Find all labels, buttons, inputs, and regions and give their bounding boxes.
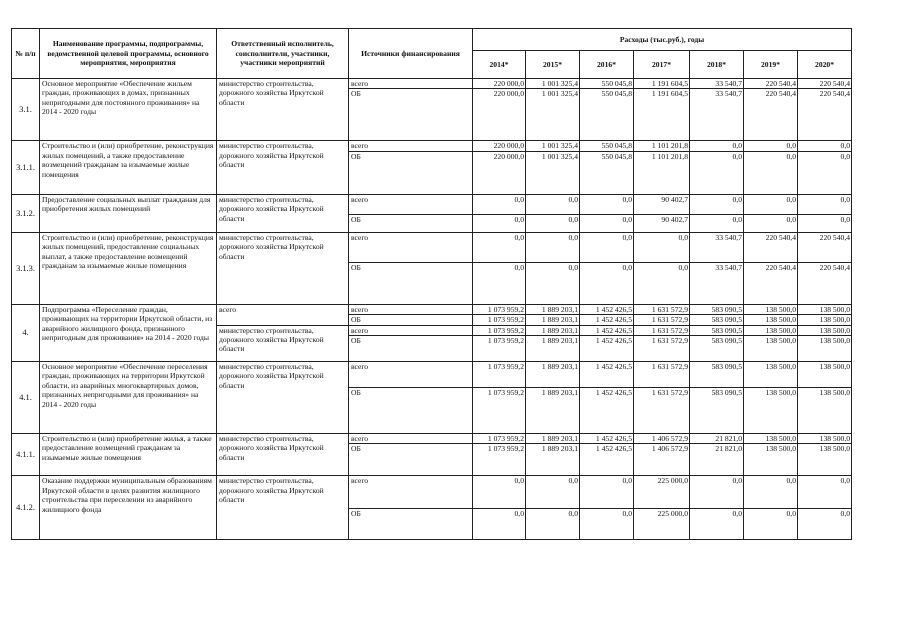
row-value: 21 821,0 <box>690 444 744 476</box>
row-number: 4.1.2. <box>12 476 40 540</box>
row-value: 0,0 <box>798 509 852 540</box>
row-value: 1 001 325,4 <box>526 141 580 151</box>
row-value: 0,0 <box>690 509 744 540</box>
row-value: 1 889 203,1 <box>526 444 580 476</box>
row-number: 4.1. <box>12 362 40 434</box>
row-executor: министерство строительства, дорожного хозяйства Иркутской области <box>217 325 349 361</box>
row-value: 1 889 203,1 <box>526 325 580 335</box>
row-value: 33 540,7 <box>690 232 744 262</box>
row-value: 1 631 572,9 <box>634 362 690 388</box>
row-name: Основное мероприятие «Обеспечение жильем граждан, проживающих в домах, признанных непригодными для постоянного проживания» на 2014 - 2020 годы <box>40 79 217 141</box>
row-value: 0,0 <box>473 509 526 540</box>
row-value: 138 500,0 <box>798 325 852 335</box>
row-value: 138 500,0 <box>744 336 798 362</box>
row-value: 0,0 <box>690 476 744 509</box>
row-executor: министерство строительства, дорожного хозяйства Иркутской области <box>217 434 349 476</box>
row-value: 1 889 203,1 <box>526 362 580 388</box>
row-value: 138 500,0 <box>744 362 798 388</box>
row-source: всего <box>349 194 473 214</box>
row-executor: министерство строительства, дорожного хозяйства Иркутской области <box>217 79 349 141</box>
row-value: 1 452 426,5 <box>580 388 634 434</box>
row-value: 1 073 959,2 <box>473 304 526 314</box>
row-source: ОБ <box>349 444 473 476</box>
table-header <box>12 29 852 79</box>
row-value: 1 452 426,5 <box>580 434 634 444</box>
table-row <box>12 362 852 388</box>
row-value: 1 191 604,5 <box>634 89 690 141</box>
row-value: 33 540,7 <box>690 89 744 141</box>
row-value: 0,0 <box>473 214 526 232</box>
table-row <box>12 79 852 89</box>
row-executor: министерство строительства, дорожного хозяйства Иркутской области <box>217 362 349 434</box>
row-value: 1 001 325,4 <box>526 79 580 89</box>
row-value: 138 500,0 <box>744 434 798 444</box>
row-value: 1 001 325,4 <box>526 89 580 141</box>
row-value: 0,0 <box>744 214 798 232</box>
row-value: 550 045,8 <box>580 151 634 194</box>
row-value: 1 073 959,2 <box>473 444 526 476</box>
row-value: 1 001 325,4 <box>526 151 580 194</box>
row-value: 220 540,4 <box>798 232 852 262</box>
row-source: всего <box>349 304 473 314</box>
row-name: Строительство и (или) приобретение жилья, а также предоставление возмещений гражданам за изымаемые жилые помещения <box>40 434 217 476</box>
row-value: 1 452 426,5 <box>580 315 634 325</box>
row-source: всего <box>349 476 473 509</box>
row-source: ОБ <box>349 388 473 434</box>
header-name: Наименование программы, подпрограммы, ведомственной целевой программы, основного мероприятия, мероприятия <box>40 29 217 79</box>
header-year: 2020* <box>798 51 852 79</box>
row-value: 1 631 572,9 <box>634 315 690 325</box>
expenses-table <box>11 28 852 540</box>
header-executor: Ответственный исполнитель, соисполнители, участники, участники мероприятий <box>217 29 349 79</box>
row-value: 0,0 <box>473 232 526 262</box>
row-value: 0,0 <box>634 232 690 262</box>
row-value: 220 000,0 <box>473 79 526 89</box>
header-year: 2018* <box>690 51 744 79</box>
row-value: 0,0 <box>473 194 526 214</box>
table-row <box>12 434 852 444</box>
row-name: Строительство и (или) приобретение, реконструкция жилых помещений, предоставление социальных выплат, а также предоставление возмещений гражданам за изымаемые жилые помещения <box>40 232 217 304</box>
row-value: 1 631 572,9 <box>634 388 690 434</box>
row-name: Подпрограмма «Переселение граждан, проживающих на территории Иркутской области, из аварийного жилищного фонда, признанного непригодным для проживания» на 2014 - 2020 годы <box>40 304 217 361</box>
row-value: 1 889 203,1 <box>526 304 580 314</box>
row-value: 0,0 <box>798 141 852 151</box>
row-value: 1 406 572,9 <box>634 434 690 444</box>
table-row <box>12 476 852 509</box>
row-number: 3.1.3. <box>12 232 40 304</box>
header-year: 2017* <box>634 51 690 79</box>
row-value: 0,0 <box>473 476 526 509</box>
header-expenses: Расходы (тыс.руб.), годы <box>473 29 852 51</box>
row-value: 225 000,0 <box>634 509 690 540</box>
header-year: 2015* <box>526 51 580 79</box>
header-source: Источники финансирования <box>349 29 473 79</box>
row-name: Строительство и (или) приобретение, реконструкция жилых помещений, а также предоставление возмещений гражданам за изымаемые жилые помещения <box>40 141 217 194</box>
row-source: всего <box>349 141 473 151</box>
row-value: 138 500,0 <box>798 304 852 314</box>
row-name: Предоставление социальных выплат гражданам для приобретения жилых помещений <box>40 194 217 232</box>
row-value: 220 540,4 <box>744 232 798 262</box>
row-value: 1 889 203,1 <box>526 388 580 434</box>
row-source: ОБ <box>349 151 473 194</box>
row-value: 1 452 426,5 <box>580 444 634 476</box>
row-value: 0,0 <box>798 151 852 194</box>
row-source: всего <box>349 232 473 262</box>
row-value: 138 500,0 <box>798 362 852 388</box>
row-value: 1 452 426,5 <box>580 304 634 314</box>
row-source: ОБ <box>349 214 473 232</box>
row-value: 0,0 <box>744 509 798 540</box>
header-num: № п/п <box>12 29 40 79</box>
row-value: 220 540,4 <box>798 262 852 304</box>
row-value: 0,0 <box>744 194 798 214</box>
row-source: всего <box>349 79 473 89</box>
row-value: 0,0 <box>690 194 744 214</box>
row-value: 583 090,5 <box>690 362 744 388</box>
row-value: 33 540,7 <box>690 79 744 89</box>
row-value: 0,0 <box>580 509 634 540</box>
row-value: 33 540,7 <box>690 262 744 304</box>
row-value: 583 090,5 <box>690 336 744 362</box>
row-value: 220 000,0 <box>473 89 526 141</box>
row-value: 138 500,0 <box>798 444 852 476</box>
row-executor: министерство строительства, дорожного хозяйства Иркутской области <box>217 232 349 304</box>
row-value: 138 500,0 <box>744 325 798 335</box>
row-executor: министерство строительства, дорожного хозяйства Иркутской области <box>217 476 349 540</box>
row-executor: всего <box>217 304 349 325</box>
row-executor: министерство строительства, дорожного хозяйства Иркутской области <box>217 141 349 194</box>
row-value: 0,0 <box>526 476 580 509</box>
row-value: 1 889 203,1 <box>526 434 580 444</box>
row-value: 220 540,4 <box>798 89 852 141</box>
row-value: 220 000,0 <box>473 151 526 194</box>
row-value: 0,0 <box>580 194 634 214</box>
row-value: 138 500,0 <box>744 388 798 434</box>
row-value: 0,0 <box>744 151 798 194</box>
row-number: 3.1.1. <box>12 141 40 194</box>
row-value: 1 631 572,9 <box>634 325 690 335</box>
row-value: 138 500,0 <box>798 315 852 325</box>
row-value: 0,0 <box>580 262 634 304</box>
row-source: ОБ <box>349 315 473 325</box>
row-value: 138 500,0 <box>744 444 798 476</box>
row-value: 550 045,8 <box>580 141 634 151</box>
row-number: 4. <box>12 304 40 361</box>
row-value: 1 452 426,5 <box>580 336 634 362</box>
row-value: 1 889 203,1 <box>526 336 580 362</box>
row-value: 1 631 572,9 <box>634 304 690 314</box>
row-source: ОБ <box>349 89 473 141</box>
row-value: 0,0 <box>744 476 798 509</box>
row-value: 138 500,0 <box>744 304 798 314</box>
row-value: 583 090,5 <box>690 304 744 314</box>
row-value: 138 500,0 <box>798 336 852 362</box>
row-number: 4.1.1. <box>12 434 40 476</box>
row-value: 0,0 <box>798 214 852 232</box>
row-value: 1 073 959,2 <box>473 315 526 325</box>
row-value: 0,0 <box>580 476 634 509</box>
row-value: 138 500,0 <box>798 434 852 444</box>
row-value: 90 402,7 <box>634 194 690 214</box>
row-number: 3.1. <box>12 79 40 141</box>
row-value: 1 073 959,2 <box>473 362 526 388</box>
table-row <box>12 141 852 151</box>
row-value: 1 073 959,2 <box>473 336 526 362</box>
row-value: 550 045,8 <box>580 79 634 89</box>
row-value: 0,0 <box>798 476 852 509</box>
row-value: 1 073 959,2 <box>473 388 526 434</box>
row-source: всего <box>349 362 473 388</box>
row-source: ОБ <box>349 509 473 540</box>
row-value: 90 402,7 <box>634 214 690 232</box>
header-year: 2019* <box>744 51 798 79</box>
row-value: 1 191 604,5 <box>634 79 690 89</box>
row-value: 0,0 <box>634 262 690 304</box>
row-source: всего <box>349 434 473 444</box>
row-value: 0,0 <box>580 232 634 262</box>
row-value: 0,0 <box>580 214 634 232</box>
row-value: 0,0 <box>526 232 580 262</box>
row-value: 550 045,8 <box>580 89 634 141</box>
table-row <box>12 232 852 262</box>
row-source: ОБ <box>349 336 473 362</box>
row-value: 1 631 572,9 <box>634 336 690 362</box>
row-value: 220 540,4 <box>798 79 852 89</box>
row-value: 220 540,4 <box>744 89 798 141</box>
header-year: 2014* <box>473 51 526 79</box>
row-executor: министерство строительства, дорожного хозяйства Иркутской области <box>217 194 349 232</box>
row-value: 1 452 426,5 <box>580 325 634 335</box>
row-value: 583 090,5 <box>690 388 744 434</box>
row-value: 1 073 959,2 <box>473 325 526 335</box>
row-value: 0,0 <box>526 214 580 232</box>
row-value: 220 540,4 <box>744 262 798 304</box>
header-year: 2016* <box>580 51 634 79</box>
row-value: 0,0 <box>744 141 798 151</box>
row-source: всего <box>349 325 473 335</box>
row-value: 0,0 <box>526 194 580 214</box>
row-value: 21 821,0 <box>690 434 744 444</box>
row-value: 1 452 426,5 <box>580 362 634 388</box>
row-value: 138 500,0 <box>744 315 798 325</box>
row-value: 1 101 201,8 <box>634 141 690 151</box>
row-source: ОБ <box>349 262 473 304</box>
row-name: Оказание поддержки муниципальным образованиям Иркутской области в целях развития жилищного строительства при переселении из аварийного жилищного фонда <box>40 476 217 540</box>
row-value: 138 500,0 <box>798 388 852 434</box>
table-row <box>12 304 852 314</box>
row-value: 0,0 <box>473 262 526 304</box>
row-value: 0,0 <box>526 262 580 304</box>
row-value: 220 000,0 <box>473 141 526 151</box>
row-value: 0,0 <box>798 194 852 214</box>
row-value: 583 090,5 <box>690 325 744 335</box>
row-value: 220 540,4 <box>744 79 798 89</box>
row-value: 1 889 203,1 <box>526 315 580 325</box>
table-row <box>12 194 852 214</box>
row-value: 0,0 <box>690 214 744 232</box>
row-name: Основное мероприятие «Обеспечение переселения граждан, проживающих на территории Иркутской области, из аварийных многоквартирных домов, признанных непригодными для проживания» на 2014 - 2020 годы <box>40 362 217 434</box>
row-value: 583 090,5 <box>690 315 744 325</box>
row-value: 1 073 959,2 <box>473 434 526 444</box>
row-value: 0,0 <box>690 151 744 194</box>
row-value: 1 406 572,9 <box>634 444 690 476</box>
table-body <box>12 79 852 540</box>
row-value: 225 000,0 <box>634 476 690 509</box>
row-value: 0,0 <box>690 141 744 151</box>
row-number: 3.1.2. <box>12 194 40 232</box>
row-value: 0,0 <box>526 509 580 540</box>
row-value: 1 101 201,8 <box>634 151 690 194</box>
